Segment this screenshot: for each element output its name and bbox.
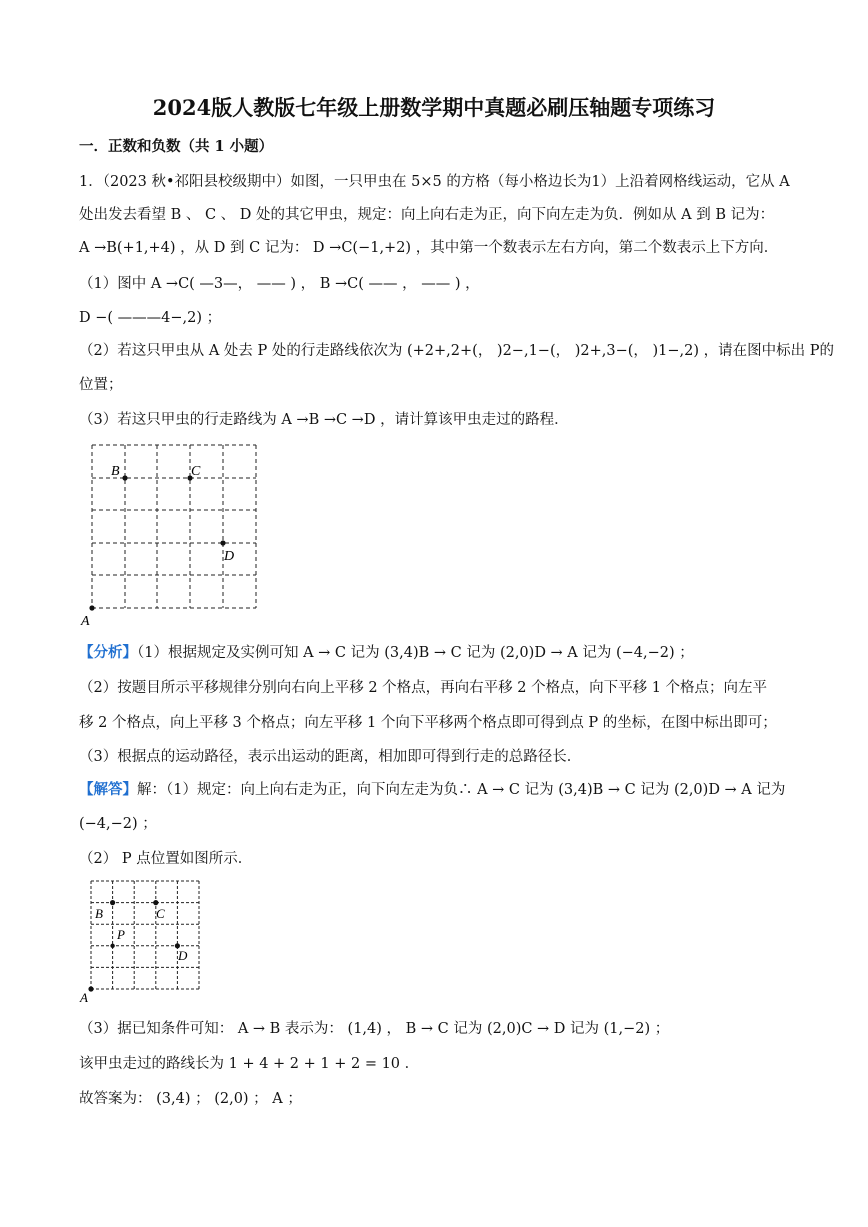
analysis-text-1: （1）根据规定及实例可知 A → C 记为 (3,4)B → C 记为 (2,0)D → A 记为 (−4,−2) ； <box>137 645 694 661</box>
section-heading: 一．正数和负数（共 1 小题） <box>79 138 274 155</box>
label-d-2: D <box>178 948 188 963</box>
point-d <box>220 540 225 545</box>
analysis-line-3: 移 2 个格点，向上平移 3 个格点；向左平移 1 个向下平移两个格点即可得到点 P 的坐标，在图中标出即可； <box>79 715 777 731</box>
point-c-2 <box>153 900 158 905</box>
answer-tag: 【解答】 <box>79 781 137 798</box>
label-d: D <box>224 549 235 564</box>
answer-line-6: 故答案为： (3,4) ； (2,0) ； A ； <box>79 1091 302 1107</box>
point-p <box>110 944 114 948</box>
answer-line-2: (−4,−2) ； <box>79 816 157 832</box>
document-title: 2024版人教版七年级上册数学期中真题必刷压轴题专项练习 <box>152 95 716 120</box>
label-a: A <box>81 614 90 629</box>
label-p: P <box>117 927 125 942</box>
question-1a: （1）图中 A →C( —3—， —— ) ， B →C( —— ， —— ) ， <box>79 276 480 292</box>
analysis-line-2: （2）按题目所示平移规律分别向右向上平移 2 个格点，再向右平移 2 个格点，向下平移 1 个格点；向左平 <box>79 680 768 696</box>
label-c: C <box>191 464 201 479</box>
point-a-2 <box>88 986 93 991</box>
answer-line-5: 该甲虫走过的路线长为 1 + 4 + 2 + 1 + 2 = 10 ． <box>79 1056 420 1072</box>
analysis-line-1 <box>79 643 694 663</box>
label-b: B <box>111 464 120 479</box>
analysis-line-4: （3）根据点的运动路径，表示出运动的距离，相加即可得到行走的总路径长． <box>79 749 582 765</box>
label-c-2: C <box>156 906 165 921</box>
question-1b: D −( ———4−,2) ； <box>79 310 222 326</box>
problem-line-3: A →B(+1,+4) ，从 D 到 C 记为： D →C(−1,+2) ，其中第一个数表示左右方向，第二个数表示上下方向． <box>79 240 779 256</box>
answer-line-1 <box>79 780 785 800</box>
question-3: （3）若这只甲虫的行走路线为 A →B →C →D ，请计算该甲虫走过的路程． <box>79 412 569 428</box>
answer-line-4: （3）据已知条件可知： A → B 表示为： (1,4) ， B → C 记为 (2,0)C → D 记为 (1,−2) ； <box>79 1021 670 1037</box>
answer-text-1: 解：（1）规定：向上向右走为正，向下向左走为负∴ A → C 记为 (3,4)B → C 记为 (2,0)D → A 记为 <box>137 782 786 798</box>
label-a-2: A <box>80 990 88 1004</box>
grid-figure-2 <box>78 876 206 1004</box>
point-b <box>122 475 127 480</box>
question-2a: （2）若这只甲虫从 A 处去 P 处的行走路线依次为 (+2+,2+(， )2−,1−(， )2+,3−(， )1−,2) ，请在图中标出 P的 <box>79 343 834 359</box>
grid-figure-1 <box>78 438 268 633</box>
problem-line-2: 处出发去看望 B 、 C 、 D 处的其它甲虫，规定：向上向右走为正，向下向左走为负．例如从 A 到 B 记为： <box>79 207 775 223</box>
label-b-2: B <box>95 906 103 921</box>
point-a <box>89 605 94 610</box>
question-2b: 位置； <box>79 377 123 393</box>
answer-line-3: （2） P 点位置如图所示． <box>79 851 253 867</box>
analysis-tag: 【分析】 <box>79 644 137 661</box>
point-b-2 <box>110 900 115 905</box>
problem-line-1: 1．（2023 秋•祁阳县校级期中）如图，一只甲虫在 5×5 的方格（每小格边长为1）上沿着网格线运动，它从 A <box>79 174 790 190</box>
